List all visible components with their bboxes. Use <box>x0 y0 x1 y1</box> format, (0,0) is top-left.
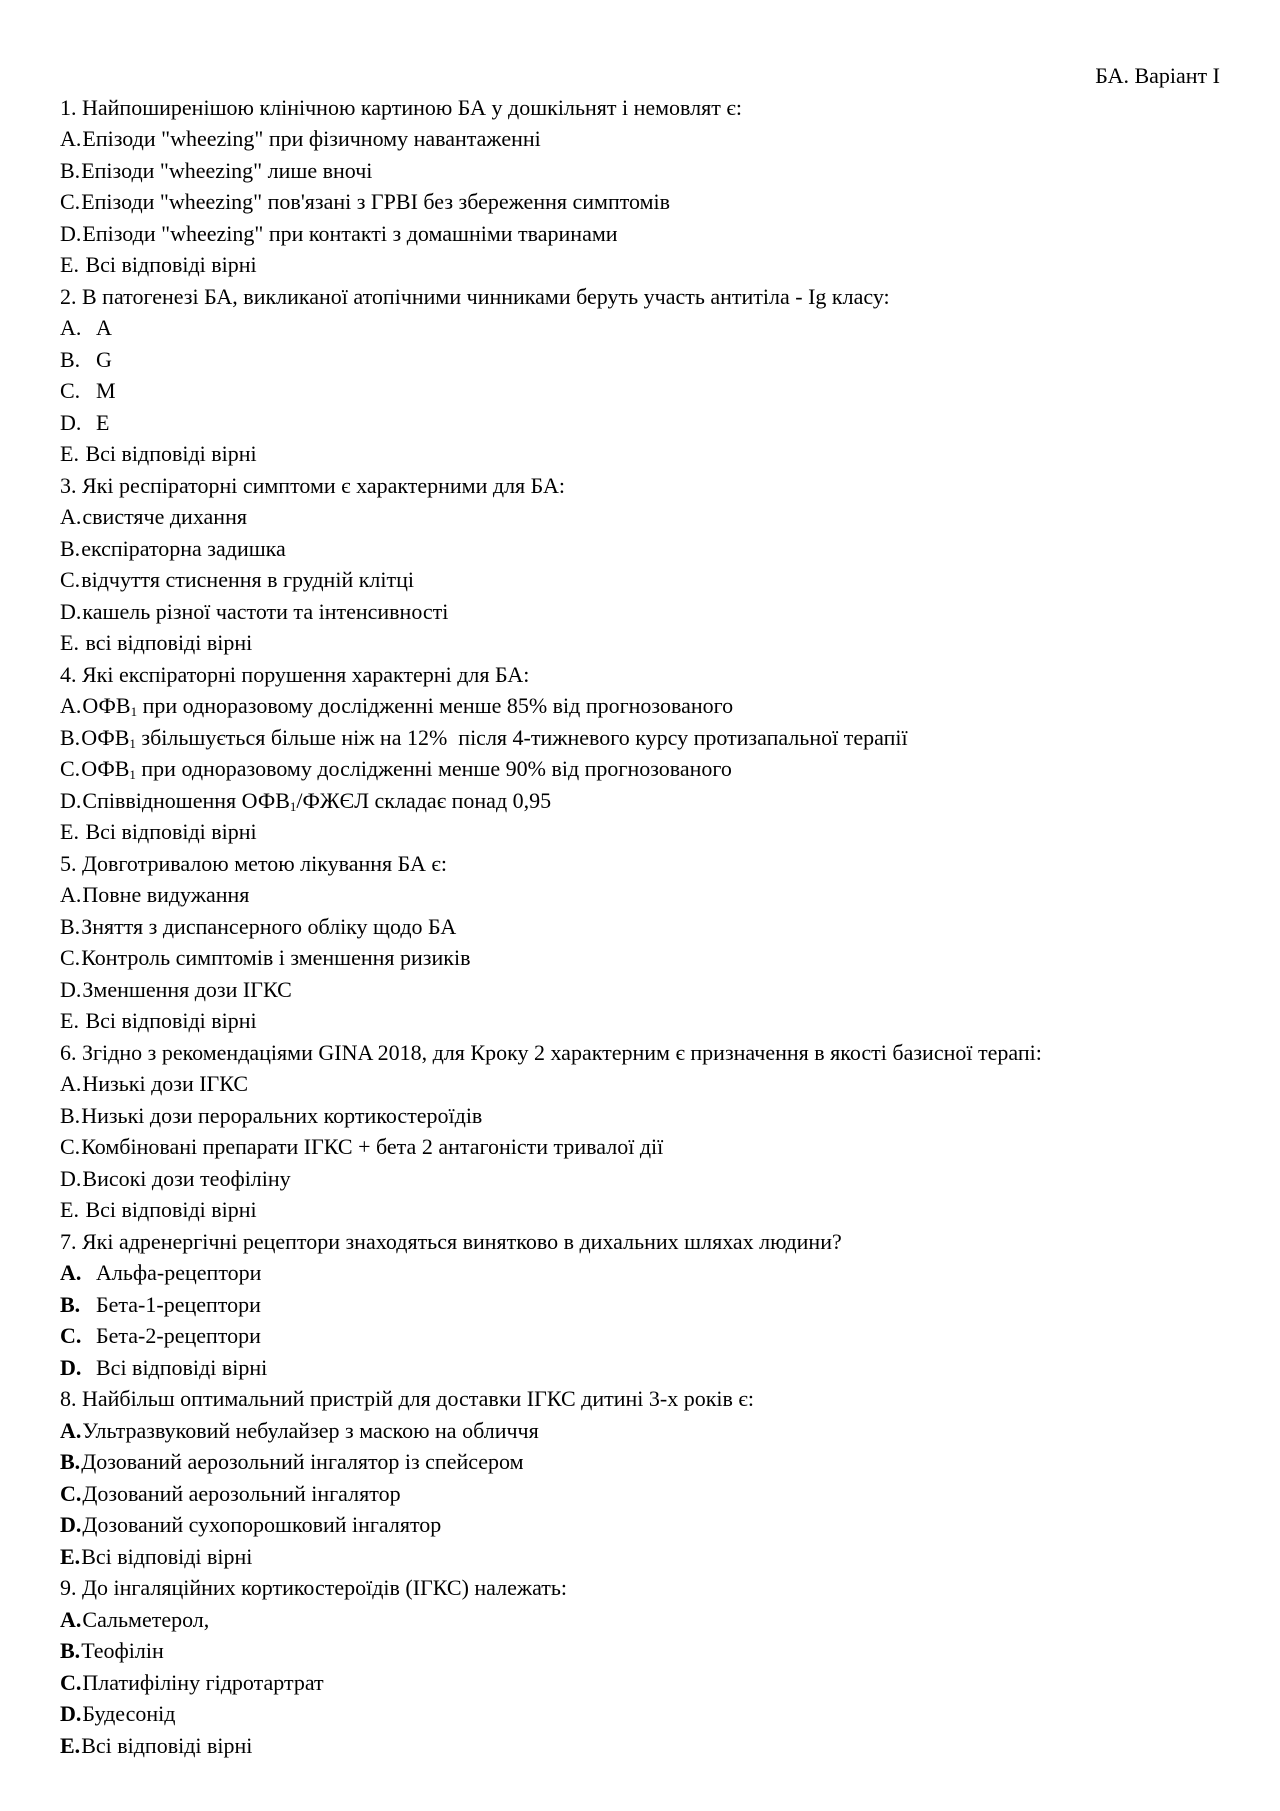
variant-header: БА. Варіант І <box>1095 63 1220 88</box>
question-3 <box>60 470 1280 659</box>
option-letter: E. <box>60 441 79 466</box>
option-text-main: ОФВ <box>82 693 131 718</box>
option-d <box>60 218 1280 250</box>
option-a <box>60 312 1280 344</box>
option-letter: B. <box>60 535 81 561</box>
option-text-main: ОФВ <box>81 756 130 781</box>
option-letter: C. <box>60 756 81 781</box>
option-b <box>60 1446 1280 1478</box>
option-letter: A. <box>60 1606 82 1632</box>
option-letter: D. <box>60 409 82 435</box>
option-letter: E. <box>60 1197 79 1222</box>
option-text: Альфа-рецептори <box>96 1260 262 1285</box>
option-text: Епізоди "wheezing" при контакті з домашніми тваринами <box>82 220 618 246</box>
option-text: Всі відповіді вірні <box>81 1732 253 1758</box>
option-text: A <box>96 315 112 340</box>
fev1-subscript: 1 <box>129 767 136 782</box>
question-8 <box>60 1383 1280 1572</box>
option-d <box>60 407 1280 439</box>
option-c <box>60 1667 1280 1699</box>
option-letter: E. <box>60 630 79 655</box>
question-text: 8. Найбільш оптимальний пристрій для доставки ІГКС дитині 3-х років є: <box>60 1386 754 1411</box>
option-d <box>60 1352 1280 1384</box>
option-letter: D. <box>60 1701 82 1726</box>
fev1-subscript: 1 <box>130 704 138 719</box>
option-text: Епізоди "wheezing" пов'язані з ГРВІ без збереження симптомів <box>81 189 671 214</box>
option-letter: C. <box>60 1480 82 1506</box>
option-text: Комбіновані препарати ІГКС + бета 2 антагоністи тривалої дії <box>81 1134 664 1159</box>
option-letter: B. <box>60 157 81 183</box>
option-text: Дозований аерозольний інгалятор із спейсером <box>81 1449 524 1474</box>
option-text: Високі дози теофіліну <box>82 1165 291 1191</box>
option-letter: C. <box>60 1134 81 1159</box>
option-a <box>60 1068 1280 1100</box>
question-text: 6. Згідно з рекомендаціями GINA 2018, для Кроку 2 характерним є призначення в якості базисної терапі: <box>60 1039 1042 1065</box>
option-text: Сальметерол, <box>82 1606 210 1632</box>
option-d <box>60 1698 1280 1730</box>
option-text-rest: при одноразовому дослідженні менше 90% від прогнозованого <box>135 756 732 781</box>
option-letter: D. <box>60 220 82 246</box>
question-1 <box>60 92 1280 281</box>
option-e <box>60 1005 1280 1037</box>
option-text: Всі відповіді вірні <box>79 252 257 277</box>
option-text: Дозований аерозольний інгалятор <box>82 1480 401 1506</box>
option-letter: A. <box>60 1071 82 1096</box>
option-a <box>60 123 1280 155</box>
option-letter: C. <box>60 1669 82 1695</box>
option-b <box>60 533 1280 565</box>
option-text: Контроль симптомів і зменшення ризиків <box>81 945 471 970</box>
option-text: всі відповіді вірні <box>79 630 253 655</box>
option-text: Епізоди "wheezing" при фізичному навантаженні <box>82 126 541 151</box>
question-text: 4. Які експіраторні порушення характерні для БА: <box>60 661 530 687</box>
option-b <box>60 155 1280 187</box>
option-letter: E. <box>60 1543 81 1569</box>
question-5 <box>60 848 1280 1037</box>
option-letter: B. <box>60 346 81 372</box>
option-letter: B. <box>60 1291 81 1317</box>
option-letter: D. <box>60 1165 82 1191</box>
option-d <box>60 1509 1280 1541</box>
option-c <box>60 1320 1280 1352</box>
option-text-rest: при одноразовому дослідженні менше 85% від прогнозованого <box>137 693 734 718</box>
option-text: Всі відповіді вірні <box>79 819 257 844</box>
option-letter: E. <box>60 819 79 844</box>
option-e <box>60 627 1280 659</box>
question-text: 9. До інгаляційних кортикостероїдів (ІГКС) належать: <box>60 1575 568 1600</box>
option-d <box>60 974 1280 1006</box>
option-letter: B. <box>60 724 81 750</box>
option-text: Зняття з диспансерного обліку щодо БА <box>81 913 457 939</box>
option-text: Ультразвуковий небулайзер з маскою на обличчя <box>82 1417 539 1443</box>
option-text: Теофілін <box>81 1638 164 1663</box>
quiz-body <box>60 92 1280 1762</box>
option-letter: A. <box>60 315 82 340</box>
option-text: M <box>96 378 116 403</box>
question-9 <box>60 1572 1280 1761</box>
option-text: Будесонід <box>82 1701 176 1726</box>
option-letter: D. <box>60 1354 82 1380</box>
option-text: Низькі дози пероральних кортикостероїдів <box>81 1102 483 1128</box>
option-d <box>60 785 1280 817</box>
fev1-subscript: 1 <box>129 735 136 751</box>
option-text: Всі відповіді вірні <box>81 1543 253 1569</box>
option-letter: A. <box>60 1260 82 1285</box>
option-text: Епізоди "wheezing" лише вночі <box>81 157 373 183</box>
question-text: 3. Які респіраторні симптоми є характерними для БА: <box>60 472 566 498</box>
option-letter: C. <box>60 1323 82 1348</box>
question-2 <box>60 281 1280 470</box>
option-e <box>60 1194 1280 1226</box>
option-text: Низькі дози ІГКС <box>82 1071 249 1096</box>
option-c <box>60 186 1280 218</box>
option-c <box>60 753 1280 785</box>
option-e <box>60 249 1280 281</box>
option-text: відчуття стиснення в грудній клітці <box>81 567 414 592</box>
option-a <box>60 1415 1280 1447</box>
option-d <box>60 1163 1280 1195</box>
option-text-rest: /ФЖЄЛ складає понад 0,95 <box>296 787 552 813</box>
option-text-main: Співвідношення ОФВ <box>82 787 290 813</box>
option-letter: C. <box>60 189 81 214</box>
option-c <box>60 1131 1280 1163</box>
option-letter: A. <box>60 882 82 907</box>
option-text: свистяче дихання <box>82 504 247 529</box>
option-letter: A. <box>60 1417 82 1443</box>
question-text: 7. Які адренергічні рецептори знаходяться винятково в дихальних шляхах людини? <box>60 1228 842 1254</box>
option-letter: A. <box>60 504 82 529</box>
option-text: експіраторна задишка <box>81 535 286 561</box>
option-a <box>60 1257 1280 1289</box>
option-c <box>60 564 1280 596</box>
option-letter: E. <box>60 252 79 277</box>
option-letter: E. <box>60 1732 81 1758</box>
option-a <box>60 879 1280 911</box>
option-e <box>60 1730 1280 1762</box>
question-7 <box>60 1226 1280 1384</box>
option-c <box>60 942 1280 974</box>
option-b <box>60 722 1280 754</box>
question-text: 5. Довготривалою метою лікування БА є: <box>60 850 447 876</box>
option-b <box>60 1100 1280 1132</box>
option-a <box>60 501 1280 533</box>
option-a <box>60 690 1280 722</box>
option-text: Бета-2-рецептори <box>96 1323 261 1348</box>
option-b <box>60 1635 1280 1667</box>
option-text: G <box>96 346 112 372</box>
question-text: 2. В патогенезі БА, викликаної атопічними чинниками беруть участь антитіла - Ig класу: <box>60 283 890 309</box>
option-letter: C. <box>60 378 81 403</box>
option-text: Всі відповіді вірні <box>79 1008 257 1033</box>
option-letter: A. <box>60 693 82 718</box>
option-text: E <box>96 409 110 435</box>
option-c <box>60 1478 1280 1510</box>
option-letter: E. <box>60 1008 79 1033</box>
fev1-subscript: 1 <box>289 798 297 814</box>
option-letter: D. <box>60 1512 82 1537</box>
option-text-rest: збільшується більше ніж на 12% після 4-тижневого курсу протизапальної терапії <box>135 724 908 750</box>
option-letter: B. <box>60 913 81 939</box>
option-letter: D. <box>60 598 82 624</box>
option-letter: A. <box>60 126 82 151</box>
option-letter: B. <box>60 1638 81 1663</box>
option-letter: C. <box>60 945 81 970</box>
option-e <box>60 816 1280 848</box>
option-text-main: ОФВ <box>81 724 130 750</box>
option-text: Всі відповіді вірні <box>79 1197 257 1222</box>
option-letter: D. <box>60 787 82 813</box>
option-text: Повне видужання <box>82 882 250 907</box>
option-b <box>60 1289 1280 1321</box>
option-text: Дозований сухопорошковий інгалятор <box>82 1512 442 1537</box>
option-c <box>60 375 1280 407</box>
option-letter: B. <box>60 1449 81 1474</box>
option-text: Платифіліну гідротартрат <box>82 1669 324 1695</box>
option-e <box>60 1541 1280 1573</box>
option-letter: D. <box>60 976 82 1002</box>
option-d <box>60 596 1280 628</box>
option-letter: C. <box>60 567 81 592</box>
question-text: 1. Найпоширенішою клінічною картиною БА у дошкільнят і немовлят є: <box>60 94 742 120</box>
option-text: Бета-1-рецептори <box>96 1291 261 1317</box>
option-text: Всі відповіді вірні <box>79 441 257 466</box>
question-6 <box>60 1037 1280 1226</box>
option-text: Зменшення дози ІГКС <box>82 976 292 1002</box>
option-b <box>60 911 1280 943</box>
option-b <box>60 344 1280 376</box>
option-e <box>60 438 1280 470</box>
question-4 <box>60 659 1280 848</box>
option-a <box>60 1604 1280 1636</box>
option-text: кашель різної частоти та інтенсивності <box>82 598 449 624</box>
option-letter: B. <box>60 1102 81 1128</box>
option-text: Всі відповіді вірні <box>96 1354 268 1380</box>
